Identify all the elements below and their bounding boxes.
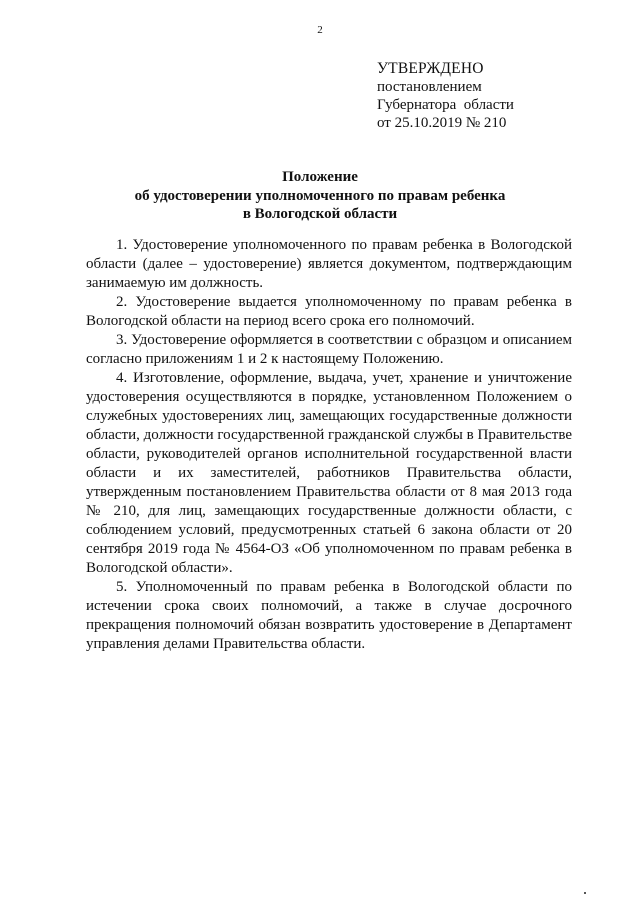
- document-title-line-3: в Вологодской области: [242, 206, 398, 222]
- approval-line-3: от 25.10.2019 № 210: [377, 115, 507, 131]
- document-title-line-2: об удостоверении уполномоченного по правам ребенка: [134, 187, 506, 204]
- approval-line-1: постановлением: [377, 79, 482, 95]
- scan-dot: [584, 892, 586, 894]
- document-title-line-1: Положение: [282, 169, 358, 185]
- approval-line-2: Губернатора области: [377, 97, 514, 113]
- paragraph-5: 5. Уполномоченный по правам ребенка в Вологодской области по истечении срока своих полномочий, а также в случае досрочного прекращения полномочий обязан возвратить удостоверение в Департамент управления делами Правительства области.: [86, 579, 572, 652]
- approval-stamp: [377, 60, 514, 132]
- document-title: [0, 168, 640, 224]
- paragraph-1: 1. Удостоверение уполномоченного по правам ребенка в Вологодской области (далее – удостоверение) является документом, подтверждающим занимаемую им должность.: [86, 237, 572, 291]
- paragraph-2: 2. Удостоверение выдается уполномоченному по правам ребенка в Вологодской области на период всего срока его полномочий.: [86, 294, 572, 329]
- paragraph-4: 4. Изготовление, оформление, выдача, учет, хранение и уничтожение удостоверения осуществляются в порядке, установленном Положением о служебных удостоверениях лиц, замещающих государственные должности области, должности государственной гражданской службы в Правительстве области, руководителей органов исполнительной государственной власти области и их заместителей, работников Правительства области, утвержденным постановлением Правительства области от 8 мая 2013 года № 210, для лиц, замещающих государственные должности области, с соблюдением условий, предусмотренных статьей 6 закона области от 20 сентября 2019 года № 4564-ОЗ «Об уполномоченном по правам ребенка в Вологодской области».: [86, 370, 572, 576]
- paragraph-3: 3. Удостоверение оформляется в соответствии с образцом и описанием согласно приложениям 1 и 2 к настоящему Положению.: [86, 332, 572, 367]
- page-number: 2: [317, 24, 323, 36]
- document-body: [86, 236, 572, 654]
- approval-title: УТВЕРЖДЕНО: [377, 60, 484, 77]
